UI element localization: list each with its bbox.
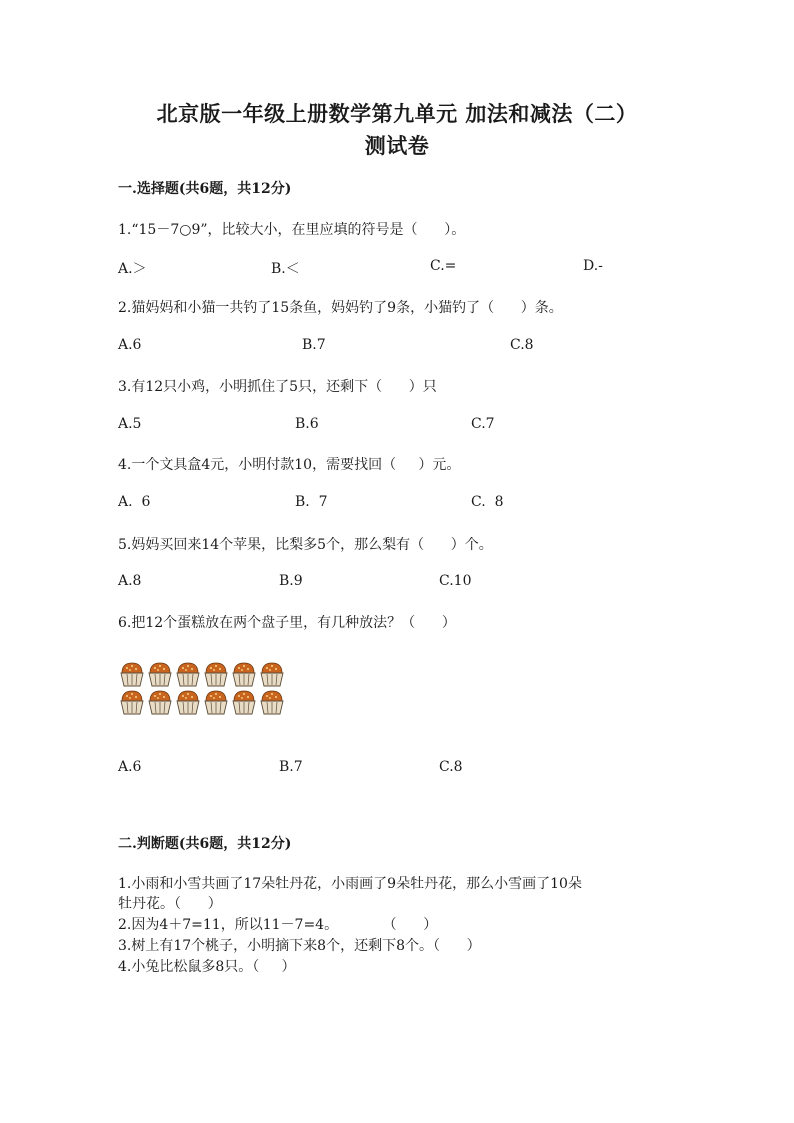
question-3: 3.有12只小鸡，小明抓住了5只，还剩下（ ）只 (118, 379, 437, 395)
option-4b: B. 7 (295, 494, 328, 510)
cupcake-grid (119, 661, 289, 717)
cupcake-icon (177, 663, 199, 686)
cupcakes-image (119, 661, 289, 717)
option-6b: B.7 (279, 759, 303, 775)
judge-question-3: 3.树上有17个桃子，小明摘下来8个，还剩下8个。（ ） (118, 938, 481, 954)
option-2b: B.7 (302, 337, 326, 353)
judge-question-2: 2.因为4＋7=11，所以11－7=4。 （ ） (118, 917, 438, 933)
cupcake-icon (121, 691, 143, 714)
cupcake-icon (205, 663, 227, 686)
cupcake-icon (233, 691, 255, 714)
cupcake-icon (149, 663, 171, 686)
section-heading-choice: 一.选择题(共6题，共12分) (118, 181, 292, 197)
option-3c: C.7 (471, 416, 495, 432)
section-heading-judge: 二.判断题(共6题，共12分) (118, 836, 292, 852)
option-2a: A.6 (118, 337, 142, 353)
option-2c: C.8 (510, 337, 534, 353)
cupcake-icon (261, 663, 283, 686)
cupcake-icon (205, 691, 227, 714)
cupcake-icon (177, 691, 199, 714)
judge-question-1: 1.小雨和小雪共画了17朵牡丹花，小雨画了9朵牡丹花，那么小雪画了10朵 (118, 876, 582, 892)
page-subtitle: 测试卷 (364, 133, 430, 158)
judge-question-1-cont: 牡丹花。（ ） (118, 896, 222, 912)
option-3a: A.5 (118, 416, 142, 432)
option-1d: D.- (583, 258, 603, 274)
cupcake-icon (233, 663, 255, 686)
cupcake-icon (149, 691, 171, 714)
option-6c: C.8 (439, 759, 463, 775)
option-4a: A. 6 (118, 494, 151, 510)
question-4: 4.一个文具盒4元，小明付款10，需要找回（ ）元。 (118, 457, 461, 473)
question-2: 2.猫妈妈和小猫一共钓了15条鱼，妈妈钓了9条，小猫钓了（ ）条。 (118, 300, 563, 316)
judge-question-4: 4.小兔比松鼠多8只。（ ） (118, 959, 296, 975)
option-6a: A.6 (118, 759, 142, 775)
option-3b: B.6 (295, 416, 319, 432)
option-1b: B.＜ (271, 261, 300, 277)
option-4c: C. 8 (471, 494, 504, 510)
option-5a: A.8 (118, 573, 142, 589)
question-6: 6.把12个蛋糕放在两个盘子里，有几种放法？（ ） (118, 615, 456, 631)
option-5c: C.10 (439, 573, 472, 589)
option-1a: A.＞ (118, 261, 147, 277)
page-title: 北京版一年级上册数学第九单元 加法和减法（二） (156, 101, 638, 126)
question-1: 1.“15－7○9”，比较大小，在里应填的符号是（ ）。 (118, 222, 466, 238)
option-1c: C.= (430, 258, 457, 274)
question-5: 5.妈妈买回来14个苹果，比梨多5个，那么梨有（ ）个。 (118, 537, 493, 553)
cupcake-icon (121, 663, 143, 686)
cupcake-icon (261, 691, 283, 714)
option-5b: B.9 (279, 573, 303, 589)
